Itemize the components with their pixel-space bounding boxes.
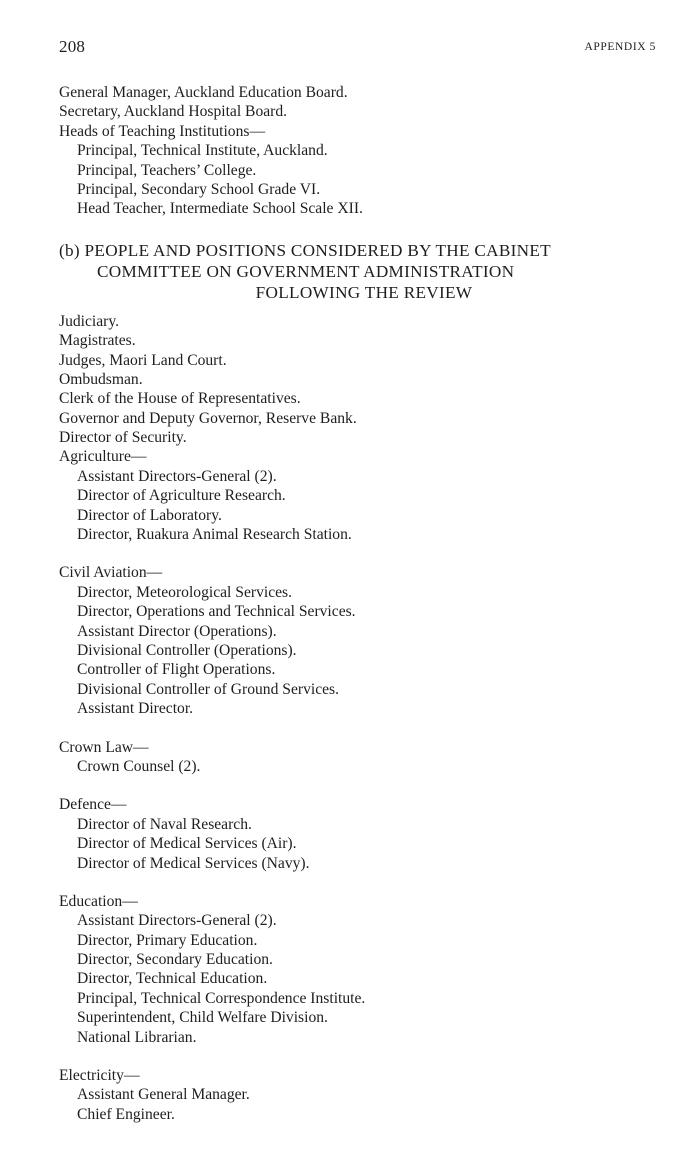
department-group <box>59 738 659 777</box>
intro-line: General Manager, Auckland Education Board. <box>59 84 348 101</box>
department-group <box>59 1066 659 1124</box>
entry-line: Clerk of the House of Representatives. <box>59 390 301 408</box>
intro-block <box>59 83 659 219</box>
section-heading <box>59 240 659 303</box>
department-item: Director of Naval Research. <box>77 815 252 833</box>
department-group <box>59 447 659 544</box>
department-item: Director, Primary Education. <box>77 931 258 949</box>
department-item: Assistant Directors-General (2). <box>77 912 277 930</box>
section-heading-line: COMMITTEE ON GOVERNMENT ADMINISTRATION <box>97 261 515 281</box>
department-group <box>59 563 659 718</box>
department-item: Director, Ruakura Animal Research Station. <box>77 526 352 544</box>
department-item: Assistant General Manager. <box>77 1086 250 1104</box>
department-item: Assistant Director (Operations). <box>77 622 277 640</box>
department-item: Assistant Directors-General (2). <box>77 467 277 485</box>
entry-line: Judges, Maori Land Court. <box>59 351 227 369</box>
department-title: Defence— <box>59 796 127 814</box>
running-head: APPENDIX 5 <box>584 41 656 53</box>
department-title: Education— <box>59 892 138 910</box>
page-content <box>59 83 659 1124</box>
intro-sub-line: Principal, Secondary School Grade VI. <box>77 180 321 198</box>
department-group <box>59 892 659 1047</box>
department-item: Director of Medical Services (Navy). <box>77 854 310 872</box>
department-item: Crown Counsel (2). <box>77 757 201 775</box>
intro-line: Secretary, Auckland Hospital Board. <box>59 103 288 121</box>
section-heading-line: FOLLOWING THE REVIEW <box>255 282 473 302</box>
department-item: Divisional Controller (Operations). <box>77 641 297 659</box>
intro-line: Heads of Teaching Institutions— <box>59 122 266 140</box>
entry-line: Director of Security. <box>59 429 187 447</box>
department-item: Director of Agriculture Research. <box>77 487 286 505</box>
department-item: Director, Meteorological Services. <box>77 583 293 601</box>
department-item: Director of Laboratory. <box>77 506 222 524</box>
intro-sub-line: Principal, Technical Institute, Auckland. <box>77 142 328 160</box>
department-title: Civil Aviation— <box>59 564 163 582</box>
department-item: Director, Operations and Technical Services. <box>77 603 356 621</box>
department-item: Divisional Controller of Ground Services. <box>77 680 340 698</box>
department-item: Assistant Director. <box>77 700 194 718</box>
department-title: Agriculture— <box>59 448 147 466</box>
department-item: Chief Engineer. <box>77 1105 175 1123</box>
entry-line: Magistrates. <box>59 332 136 350</box>
entry-line: Governor and Deputy Governor, Reserve Bank. <box>59 409 357 427</box>
department-item: Controller of Flight Operations. <box>77 661 276 679</box>
department-title: Crown Law— <box>59 738 149 756</box>
department-group <box>59 795 659 873</box>
department-item: Director, Secondary Education. <box>77 951 273 969</box>
entry-line: Ombudsman. <box>59 370 143 388</box>
intro-sub-line: Head Teacher, Intermediate School Scale XII. <box>77 200 363 218</box>
page-number: 208 <box>59 37 86 56</box>
department-item: National Librarian. <box>77 1028 197 1046</box>
department-title: Electricity— <box>59 1067 140 1085</box>
department-item: Superintendent, Child Welfare Division. <box>77 1009 328 1027</box>
intro-sub-line: Principal, Teachers’ College. <box>77 161 257 179</box>
department-item: Director of Medical Services (Air). <box>77 835 297 853</box>
entry-line: Judiciary. <box>59 312 120 330</box>
department-item: Principal, Technical Correspondence Institute. <box>77 989 366 1007</box>
top-entries <box>59 312 659 448</box>
department-item: Director, Technical Education. <box>77 970 268 988</box>
section-heading-line: (b) PEOPLE AND POSITIONS CONSIDERED BY THE CABINET <box>59 240 551 260</box>
